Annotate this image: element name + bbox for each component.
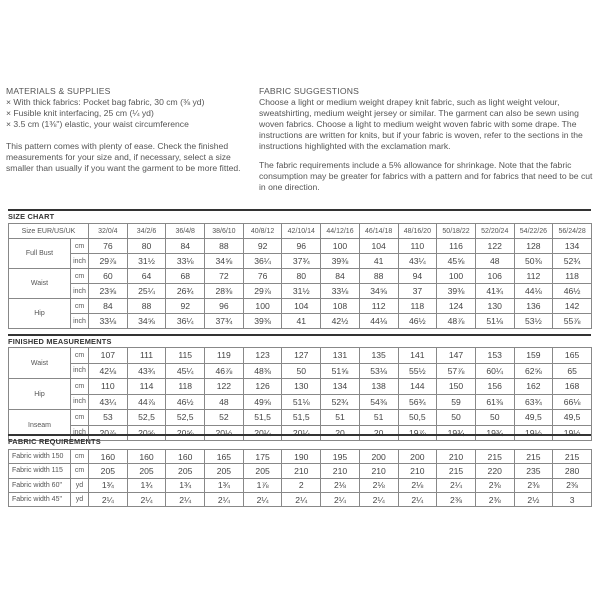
- value-cell: 159: [514, 348, 553, 364]
- value-cell: 104: [282, 299, 321, 314]
- value-cell: 106: [475, 269, 514, 284]
- value-cell: 56¾: [398, 394, 437, 410]
- value-cell: 52¾: [321, 394, 360, 410]
- size-header-label: Size EUR/US/UK: [9, 224, 89, 239]
- value-cell: 1¾: [205, 478, 244, 492]
- unit-cell: cm: [71, 464, 89, 478]
- value-cell: 68: [166, 269, 205, 284]
- value-cell: 104: [359, 239, 398, 254]
- value-cell: 92: [166, 299, 205, 314]
- value-cell: 123: [243, 348, 282, 364]
- measurement-label: Waist: [9, 269, 71, 299]
- value-cell: 215: [514, 450, 553, 464]
- value-cell: 41: [359, 254, 398, 269]
- value-cell: 96: [205, 299, 244, 314]
- value-cell: 110: [89, 379, 128, 395]
- value-cell: 80: [127, 239, 166, 254]
- value-cell: 138: [359, 379, 398, 395]
- value-cell: 44⅛: [359, 314, 398, 329]
- value-cell: 2¼: [205, 492, 244, 506]
- value-cell: 112: [359, 299, 398, 314]
- value-cell: 34⅝: [359, 284, 398, 299]
- value-cell: 39⅜: [437, 284, 476, 299]
- value-cell: 55⅞: [553, 314, 592, 329]
- value-cell: 44⅞: [127, 394, 166, 410]
- size-header-cell: 34/2/6: [127, 224, 166, 239]
- value-cell: 84: [321, 269, 360, 284]
- value-cell: 144: [398, 379, 437, 395]
- value-cell: 107: [89, 348, 128, 364]
- value-cell: 51: [321, 410, 360, 426]
- value-cell: 33⅛: [89, 314, 128, 329]
- value-cell: 127: [282, 348, 321, 364]
- value-cell: 160: [166, 450, 205, 464]
- value-cell: 205: [166, 464, 205, 478]
- size-header-cell: 36/4/8: [166, 224, 205, 239]
- value-cell: 19½: [514, 425, 553, 441]
- value-cell: 36¼: [243, 254, 282, 269]
- value-cell: 59: [437, 394, 476, 410]
- ease-note: This pattern comes with plenty of ease. Check the finished measurements for your size and, if necessary, select a size smaller than usually if you want the garment to be more fitted.: [6, 141, 241, 173]
- measurement-label: Inseam: [9, 410, 71, 441]
- value-cell: 2⅛: [398, 478, 437, 492]
- value-cell: 33⅛: [166, 254, 205, 269]
- value-cell: 126: [243, 379, 282, 395]
- value-cell: 52,5: [127, 410, 166, 426]
- size-header-cell: 56/24/28: [553, 224, 592, 239]
- value-cell: 39⅜: [321, 254, 360, 269]
- value-cell: 42⅛: [89, 363, 128, 379]
- value-cell: 52,5: [166, 410, 205, 426]
- fabric-width-label: Fabric width 115: [9, 464, 71, 478]
- value-cell: 51⅛: [475, 314, 514, 329]
- value-cell: 2⅛: [359, 478, 398, 492]
- value-cell: 2¼: [321, 492, 360, 506]
- value-cell: 118: [398, 299, 437, 314]
- value-cell: 46½: [166, 394, 205, 410]
- value-cell: 210: [437, 450, 476, 464]
- value-cell: 46½: [553, 284, 592, 299]
- unit-cell: inch: [71, 425, 89, 441]
- value-cell: 43¼: [89, 394, 128, 410]
- value-cell: 20: [359, 425, 398, 441]
- measurement-label: Full Bust: [9, 239, 71, 269]
- value-cell: 39⅜: [243, 314, 282, 329]
- value-cell: 20⅞: [89, 425, 128, 441]
- value-cell: 53: [89, 410, 128, 426]
- value-cell: 31½: [127, 254, 166, 269]
- value-cell: 2¼: [89, 492, 128, 506]
- value-cell: 65: [553, 363, 592, 379]
- table-row: [9, 254, 592, 269]
- measurement-label: Hip: [9, 379, 71, 410]
- value-cell: 51⅛: [282, 394, 321, 410]
- value-cell: 53⅛: [359, 363, 398, 379]
- value-cell: 2⅜: [553, 478, 592, 492]
- size-chart-table: [8, 223, 592, 329]
- unit-cell: cm: [71, 299, 89, 314]
- size-header-cell: 44/12/16: [321, 224, 360, 239]
- value-cell: 130: [282, 379, 321, 395]
- value-cell: 46½: [398, 314, 437, 329]
- table-row: [9, 450, 592, 464]
- value-cell: 28⅜: [205, 284, 244, 299]
- value-cell: 45⅝: [437, 254, 476, 269]
- value-cell: 160: [127, 450, 166, 464]
- value-cell: 50: [282, 363, 321, 379]
- value-cell: 50: [475, 410, 514, 426]
- value-cell: 168: [553, 379, 592, 395]
- value-cell: 72: [205, 269, 244, 284]
- value-cell: 34⅝: [127, 314, 166, 329]
- value-cell: 51,5: [282, 410, 321, 426]
- value-cell: 200: [398, 450, 437, 464]
- value-cell: 25¼: [127, 284, 166, 299]
- value-cell: 51: [359, 410, 398, 426]
- fabric-suggestions-heading: FABRIC SUGGESTIONS: [259, 86, 360, 96]
- value-cell: 43¾: [127, 363, 166, 379]
- value-cell: 195: [321, 450, 360, 464]
- value-cell: 142: [553, 299, 592, 314]
- value-cell: 19¾: [475, 425, 514, 441]
- fabric-requirements-title: FABRIC REQUIREMENTS: [8, 437, 101, 446]
- value-cell: 100: [437, 269, 476, 284]
- value-cell: 130: [475, 299, 514, 314]
- fabric-requirements-table: [8, 449, 592, 507]
- value-cell: 44⅛: [514, 284, 553, 299]
- value-cell: 76: [243, 269, 282, 284]
- value-cell: 114: [127, 379, 166, 395]
- table-row: [9, 348, 592, 364]
- value-cell: 115: [166, 348, 205, 364]
- value-cell: 88: [359, 269, 398, 284]
- unit-cell: yd: [71, 478, 89, 492]
- value-cell: 2⅜: [475, 478, 514, 492]
- value-cell: 94: [398, 269, 437, 284]
- divider: [8, 334, 591, 336]
- size-header-cell: 32/0/4: [89, 224, 128, 239]
- size-header-cell: 38/6/10: [205, 224, 244, 239]
- value-cell: 20½: [205, 425, 244, 441]
- value-cell: 134: [553, 239, 592, 254]
- value-cell: 210: [321, 464, 360, 478]
- value-cell: 37: [398, 284, 437, 299]
- value-cell: 205: [243, 464, 282, 478]
- value-cell: 3: [553, 492, 592, 506]
- table-row: [9, 492, 592, 506]
- value-cell: 2: [282, 478, 321, 492]
- value-cell: 50⅜: [514, 254, 553, 269]
- size-header-cell: 42/10/14: [282, 224, 321, 239]
- value-cell: 51,5: [243, 410, 282, 426]
- value-cell: 88: [127, 299, 166, 314]
- value-cell: 49⅝: [243, 394, 282, 410]
- value-cell: 2½: [514, 492, 553, 506]
- value-cell: 37¾: [205, 314, 244, 329]
- value-cell: 53½: [514, 314, 553, 329]
- unit-cell: inch: [71, 394, 89, 410]
- value-cell: 88: [205, 239, 244, 254]
- value-cell: 84: [166, 239, 205, 254]
- value-cell: 124: [437, 299, 476, 314]
- table-row: [9, 239, 592, 254]
- value-cell: 49,5: [514, 410, 553, 426]
- value-cell: 23⅝: [89, 284, 128, 299]
- table-row: [9, 478, 592, 492]
- value-cell: 162: [514, 379, 553, 395]
- value-cell: 122: [475, 239, 514, 254]
- value-cell: 49,5: [553, 410, 592, 426]
- finished-measurements-title: FINISHED MEASUREMENTS: [8, 337, 112, 346]
- value-cell: 131: [321, 348, 360, 364]
- table-row: [9, 410, 592, 426]
- fabric-width-label: Fabric width 60": [9, 478, 71, 492]
- measurement-label: Waist: [9, 348, 71, 379]
- value-cell: 64: [127, 269, 166, 284]
- value-cell: 20⅝: [166, 425, 205, 441]
- value-cell: 1⅞: [243, 478, 282, 492]
- value-cell: 1¾: [127, 478, 166, 492]
- value-cell: 160: [89, 450, 128, 464]
- value-cell: 205: [89, 464, 128, 478]
- value-cell: 60¼: [475, 363, 514, 379]
- value-cell: 215: [475, 450, 514, 464]
- value-cell: 210: [282, 464, 321, 478]
- value-cell: 29⅞: [243, 284, 282, 299]
- value-cell: 2¼: [398, 492, 437, 506]
- value-cell: 1¾: [89, 478, 128, 492]
- value-cell: 210: [359, 464, 398, 478]
- value-cell: 57⅞: [437, 363, 476, 379]
- table-row: [9, 379, 592, 395]
- value-cell: 2¼: [282, 492, 321, 506]
- divider: [8, 434, 591, 436]
- value-cell: 61⅜: [475, 394, 514, 410]
- size-header-cell: 50/18/22: [437, 224, 476, 239]
- value-cell: 48⅞: [437, 314, 476, 329]
- fabric-suggestions-section: [259, 86, 596, 193]
- unit-cell: cm: [71, 379, 89, 395]
- value-cell: 200: [359, 450, 398, 464]
- size-chart-title: SIZE CHART: [8, 212, 55, 221]
- unit-cell: cm: [71, 348, 89, 364]
- value-cell: 153: [475, 348, 514, 364]
- value-cell: 165: [205, 450, 244, 464]
- value-cell: 84: [89, 299, 128, 314]
- value-cell: 33⅛: [321, 284, 360, 299]
- value-cell: 100: [243, 299, 282, 314]
- value-cell: 134: [321, 379, 360, 395]
- value-cell: 20: [321, 425, 360, 441]
- table-row: [9, 363, 592, 379]
- fabric-allowance-note: The fabric requirements include a 5% allowance for shrinkage. Note that the fabric consumption may be greater for fabrics with a pattern and for fabrics that need to be cut in one direction.: [259, 160, 593, 192]
- table-row: [9, 299, 592, 314]
- value-cell: 29⅞: [89, 254, 128, 269]
- value-cell: 41: [282, 314, 321, 329]
- value-cell: 19½: [553, 425, 592, 441]
- value-cell: 52: [205, 410, 244, 426]
- value-cell: 122: [205, 379, 244, 395]
- fabric-suggestions-text: Choose a light or medium weight drapey knit fabric, such as light weight velour, sweatshirting, medium weight jersey or similar. The garment can also be sewn using woven fabrics. Choose a light to medium weight woven fabric with some drape. The instructions are written for knits, but if your fabric is woven, refer to the sections in the instructions highlighted with the exclamation mark.: [259, 97, 583, 151]
- value-cell: 156: [475, 379, 514, 395]
- value-cell: 2¼: [437, 478, 476, 492]
- value-cell: 128: [514, 239, 553, 254]
- size-header-cell: 48/16/20: [398, 224, 437, 239]
- value-cell: 19⅞: [398, 425, 437, 441]
- value-cell: 190: [282, 450, 321, 464]
- value-cell: 118: [166, 379, 205, 395]
- value-cell: 220: [475, 464, 514, 478]
- value-cell: 80: [282, 269, 321, 284]
- value-cell: 2⅜: [514, 478, 553, 492]
- value-cell: 55½: [398, 363, 437, 379]
- value-cell: 46⅞: [205, 363, 244, 379]
- table-row: [9, 394, 592, 410]
- table-row: [9, 314, 592, 329]
- value-cell: 20⅝: [127, 425, 166, 441]
- value-cell: 112: [514, 269, 553, 284]
- value-cell: 48: [475, 254, 514, 269]
- materials-heading: MATERIALS & SUPPLIES: [6, 86, 111, 96]
- value-cell: 150: [437, 379, 476, 395]
- value-cell: 235: [514, 464, 553, 478]
- measurement-label: Hip: [9, 299, 71, 329]
- value-cell: 2¼: [127, 492, 166, 506]
- size-header-cell: 40/8/12: [243, 224, 282, 239]
- value-cell: 63¾: [514, 394, 553, 410]
- unit-cell: inch: [71, 284, 89, 299]
- materials-item: × With thick fabrics: Pocket bag fabric, 30 cm (⅜ yd): [6, 97, 256, 108]
- value-cell: 2¼: [166, 492, 205, 506]
- value-cell: 66⅛: [553, 394, 592, 410]
- value-cell: 42½: [321, 314, 360, 329]
- unit-cell: cm: [71, 410, 89, 426]
- value-cell: 141: [398, 348, 437, 364]
- unit-cell: inch: [71, 314, 89, 329]
- table-row: [9, 269, 592, 284]
- value-cell: 111: [127, 348, 166, 364]
- unit-cell: inch: [71, 363, 89, 379]
- value-cell: 76: [89, 239, 128, 254]
- value-cell: 136: [514, 299, 553, 314]
- value-cell: 2⅛: [321, 478, 360, 492]
- value-cell: 108: [321, 299, 360, 314]
- value-cell: 2⅜: [437, 492, 476, 506]
- value-cell: 147: [437, 348, 476, 364]
- value-cell: 205: [205, 464, 244, 478]
- table-row: [9, 284, 592, 299]
- value-cell: 20¼: [282, 425, 321, 441]
- value-cell: 205: [127, 464, 166, 478]
- value-cell: 60: [89, 269, 128, 284]
- size-header-cell: 54/22/26: [514, 224, 553, 239]
- value-cell: 96: [282, 239, 321, 254]
- unit-cell: inch: [71, 254, 89, 269]
- value-cell: 48: [205, 394, 244, 410]
- size-header-cell: 52/20/24: [475, 224, 514, 239]
- value-cell: 50: [437, 410, 476, 426]
- table-header-row: [9, 224, 592, 239]
- value-cell: 2¼: [359, 492, 398, 506]
- finished-measurements-table: [8, 347, 592, 441]
- unit-cell: yd: [71, 492, 89, 506]
- value-cell: 26¾: [166, 284, 205, 299]
- value-cell: 19¾: [437, 425, 476, 441]
- value-cell: 118: [553, 269, 592, 284]
- value-cell: 62⅝: [514, 363, 553, 379]
- value-cell: 210: [398, 464, 437, 478]
- value-cell: 175: [243, 450, 282, 464]
- materials-item: × 3.5 cm (1⅜") elastic, your waist circumference: [6, 119, 256, 130]
- value-cell: 215: [437, 464, 476, 478]
- value-cell: 280: [553, 464, 592, 478]
- value-cell: 110: [398, 239, 437, 254]
- value-cell: 52¾: [553, 254, 592, 269]
- divider: [8, 209, 591, 211]
- value-cell: 1¾: [166, 478, 205, 492]
- fabric-width-label: Fabric width 45": [9, 492, 71, 506]
- size-header-cell: 46/14/18: [359, 224, 398, 239]
- value-cell: 165: [553, 348, 592, 364]
- value-cell: 116: [437, 239, 476, 254]
- materials-item: × Fusible knit interfacing, 25 cm (¼ yd): [6, 108, 256, 119]
- value-cell: 50,5: [398, 410, 437, 426]
- table-row: [9, 464, 592, 478]
- unit-cell: cm: [71, 269, 89, 284]
- value-cell: 100: [321, 239, 360, 254]
- value-cell: 20¼: [243, 425, 282, 441]
- value-cell: 54⅜: [359, 394, 398, 410]
- value-cell: 43¼: [398, 254, 437, 269]
- value-cell: 135: [359, 348, 398, 364]
- fabric-width-label: Fabric width 150: [9, 450, 71, 464]
- value-cell: 2¼: [243, 492, 282, 506]
- unit-cell: cm: [71, 239, 89, 254]
- value-cell: 41¾: [475, 284, 514, 299]
- value-cell: 215: [553, 450, 592, 464]
- materials-section: [6, 86, 256, 174]
- value-cell: 37¾: [282, 254, 321, 269]
- value-cell: 119: [205, 348, 244, 364]
- value-cell: 51⅝: [321, 363, 360, 379]
- unit-cell: cm: [71, 450, 89, 464]
- value-cell: 36¼: [166, 314, 205, 329]
- value-cell: 48⅜: [243, 363, 282, 379]
- value-cell: 2⅜: [475, 492, 514, 506]
- value-cell: 45¼: [166, 363, 205, 379]
- value-cell: 34⅝: [205, 254, 244, 269]
- value-cell: 92: [243, 239, 282, 254]
- value-cell: 31½: [282, 284, 321, 299]
